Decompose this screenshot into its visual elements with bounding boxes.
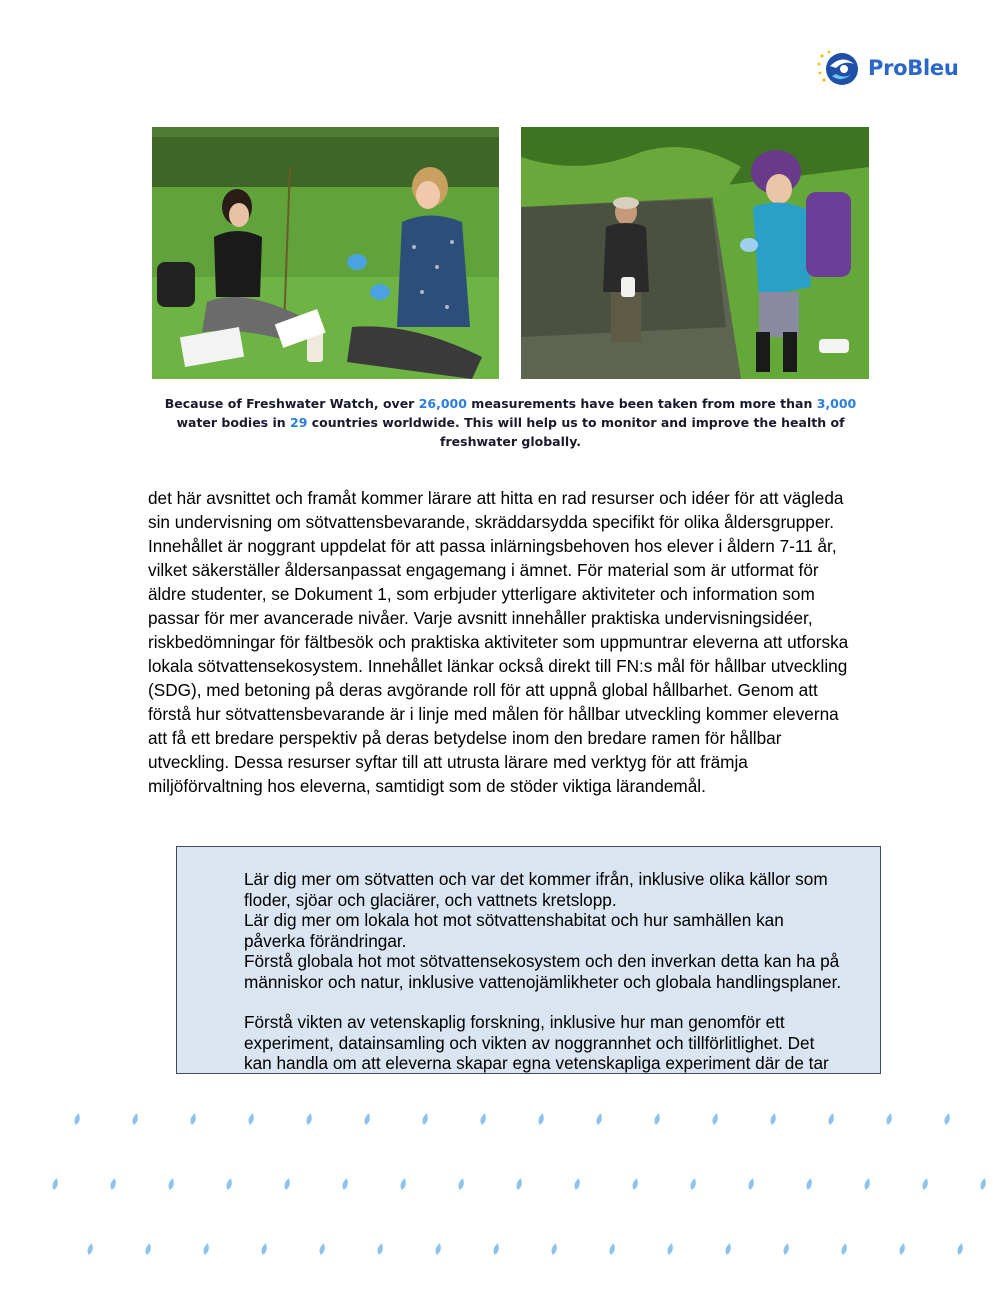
water-drop-icon bbox=[747, 1178, 755, 1191]
photo-left bbox=[152, 127, 499, 379]
body-line: lokala sötvattensekosystem. Innehållet länkar också direkt till FN:s mål för hållbar utveckling bbox=[148, 656, 848, 676]
body-line: (SDG), med betoning på deras avgörande roll för att uppnå global hållbarhet. Genom att bbox=[148, 680, 818, 700]
water-drop-icon bbox=[86, 1243, 94, 1256]
caption-number-countries: 29 bbox=[290, 415, 308, 430]
water-drop-icon bbox=[769, 1113, 777, 1126]
water-drop-icon bbox=[363, 1113, 371, 1126]
water-drop-icon bbox=[131, 1113, 139, 1126]
body-line: att få ett bredare perspektiv på deras betydelse inom den bredare ramen för hållbar bbox=[148, 728, 782, 748]
caption-number-water-bodies: 3,000 bbox=[816, 396, 857, 411]
water-drop-icon bbox=[399, 1178, 407, 1191]
water-drop-icon bbox=[898, 1243, 906, 1256]
logo-text: ProBleu bbox=[868, 56, 959, 80]
caption-line-3: freshwater globally. bbox=[440, 434, 581, 449]
photo-caption bbox=[152, 394, 869, 451]
photo-right bbox=[521, 127, 869, 379]
body-line: Innehållet är noggrant uppdelat för att passa inlärningsbehoven hos elever i åldern 7-11 år, bbox=[148, 536, 837, 556]
water-drop-icon bbox=[724, 1243, 732, 1256]
water-drop-icon bbox=[318, 1243, 326, 1256]
water-drop-icon bbox=[840, 1243, 848, 1256]
objective-line: människor och natur, inklusive vattenojämlikheter och globala handlingsplaner. bbox=[244, 971, 842, 992]
body-line: riskbedömningar för fältbesök och praktiska aktiviteter som uppmuntrar eleverna att utforska bbox=[148, 632, 849, 652]
water-drop-icon bbox=[689, 1178, 697, 1191]
water-drop-icon bbox=[711, 1113, 719, 1126]
water-drop-icon bbox=[144, 1243, 152, 1256]
body-line: det här avsnittet och framåt kommer lärare att hitta en rad resurser och idéer för att vägleda bbox=[148, 488, 844, 508]
water-drop-icon bbox=[421, 1113, 429, 1126]
body-line: miljöförvaltning hos eleverna, samtidigt som de stöder viktiga lärandemål. bbox=[148, 776, 706, 796]
globe-swirl-logo-icon bbox=[814, 46, 862, 92]
water-drop-icon bbox=[537, 1113, 545, 1126]
water-drop-icon bbox=[595, 1113, 603, 1126]
water-drop-icon bbox=[283, 1178, 291, 1191]
body-line: utveckling. Dessa resurser syftar till att utrusta lärare med verktyg för att främja bbox=[148, 752, 748, 772]
water-drop-icon bbox=[305, 1113, 313, 1126]
objective-line: Lär dig mer om lokala hot mot sötvattenshabitat och hur samhällen kan bbox=[244, 910, 784, 930]
objective-line: påverka förändringar. bbox=[244, 930, 407, 951]
body-line: förstå hur sötvattensbevarande är i linje med målen för hållbar utveckling kommer eleverna bbox=[148, 704, 839, 724]
water-drop-icon bbox=[631, 1178, 639, 1191]
water-drop-icon bbox=[666, 1243, 674, 1256]
objective-line: Förstå vikten av vetenskaplig forskning, inklusive hur man genomför ett bbox=[244, 1012, 785, 1032]
water-drop-icon bbox=[167, 1178, 175, 1191]
water-drop-icon bbox=[51, 1178, 59, 1191]
water-drop-icon bbox=[341, 1178, 349, 1191]
water-drop-icon bbox=[189, 1113, 197, 1126]
body-line: äldre studenter, se Dokument 1, som erbjuder ytterligare aktiviteter och information som bbox=[148, 584, 815, 604]
water-drop-icon bbox=[457, 1178, 465, 1191]
objective-line: Förstå globala hot mot sötvattensekosystem och den inverkan detta kan ha på bbox=[244, 951, 840, 971]
water-drop-icon bbox=[573, 1178, 581, 1191]
probleu-logo bbox=[814, 46, 964, 92]
water-drop-icon bbox=[260, 1243, 268, 1256]
water-drop-icon bbox=[202, 1243, 210, 1256]
objective-line: experiment, datainsamling och vikten av noggrannhet och tillförlitlighet. Det bbox=[244, 1032, 815, 1053]
water-drop-icon bbox=[479, 1113, 487, 1126]
water-drop-icon bbox=[515, 1178, 523, 1191]
caption-text: measurements have been taken from more than bbox=[466, 396, 817, 411]
water-drop-icon bbox=[109, 1178, 117, 1191]
learning-objectives-box bbox=[176, 846, 881, 1074]
water-drop-icon bbox=[550, 1243, 558, 1256]
water-drop-icon bbox=[608, 1243, 616, 1256]
water-drop-icon bbox=[863, 1178, 871, 1191]
objective-line: kan handla om att eleverna skapar egna vetenskapliga experiment där de tar bbox=[244, 1053, 829, 1073]
objective-line: floder, sjöar och glaciärer, och vattnets kretslopp. bbox=[244, 889, 617, 910]
water-drop-icon bbox=[979, 1178, 987, 1191]
water-drop-icon bbox=[492, 1243, 500, 1256]
water-drop-icon bbox=[885, 1113, 893, 1126]
water-drop-icon bbox=[921, 1178, 929, 1191]
caption-line-1 bbox=[152, 394, 869, 413]
caption-text: Because of Freshwater Watch, over bbox=[164, 396, 419, 411]
caption-text: countries worldwide. This will help us to monitor and improve the health of bbox=[307, 415, 845, 430]
water-drop-icon bbox=[376, 1243, 384, 1256]
water-drop-icon bbox=[225, 1178, 233, 1191]
water-drop-icon bbox=[653, 1113, 661, 1126]
caption-line-2 bbox=[152, 413, 869, 432]
caption-number-measurements: 26,000 bbox=[418, 396, 467, 411]
water-drop-icon bbox=[827, 1113, 835, 1126]
water-drop-icon bbox=[434, 1243, 442, 1256]
water-drop-icon bbox=[805, 1178, 813, 1191]
water-drop-icon bbox=[943, 1113, 951, 1126]
water-drop-icon bbox=[247, 1113, 255, 1126]
body-line: vilket säkerställer åldersanpassat engagemang i ämnet. För material som är utformat för bbox=[148, 560, 819, 580]
objective-line: Lär dig mer om sötvatten och var det kommer ifrån, inklusive olika källor som bbox=[244, 869, 828, 889]
body-line: passar för mer avancerade nivåer. Varje avsnitt innehåller praktiska undervisningsidéer, bbox=[148, 608, 813, 628]
water-drop-decoration bbox=[0, 1100, 1000, 1280]
body-line: sin undervisning om sötvattensbevarande, skräddarsydda specifikt för olika åldersgrupper. bbox=[148, 512, 834, 532]
water-drop-icon bbox=[73, 1113, 81, 1126]
water-drop-icon bbox=[782, 1243, 790, 1256]
water-drop-icon bbox=[956, 1243, 964, 1256]
caption-text: water bodies in bbox=[176, 415, 290, 430]
body-paragraph bbox=[148, 486, 888, 798]
